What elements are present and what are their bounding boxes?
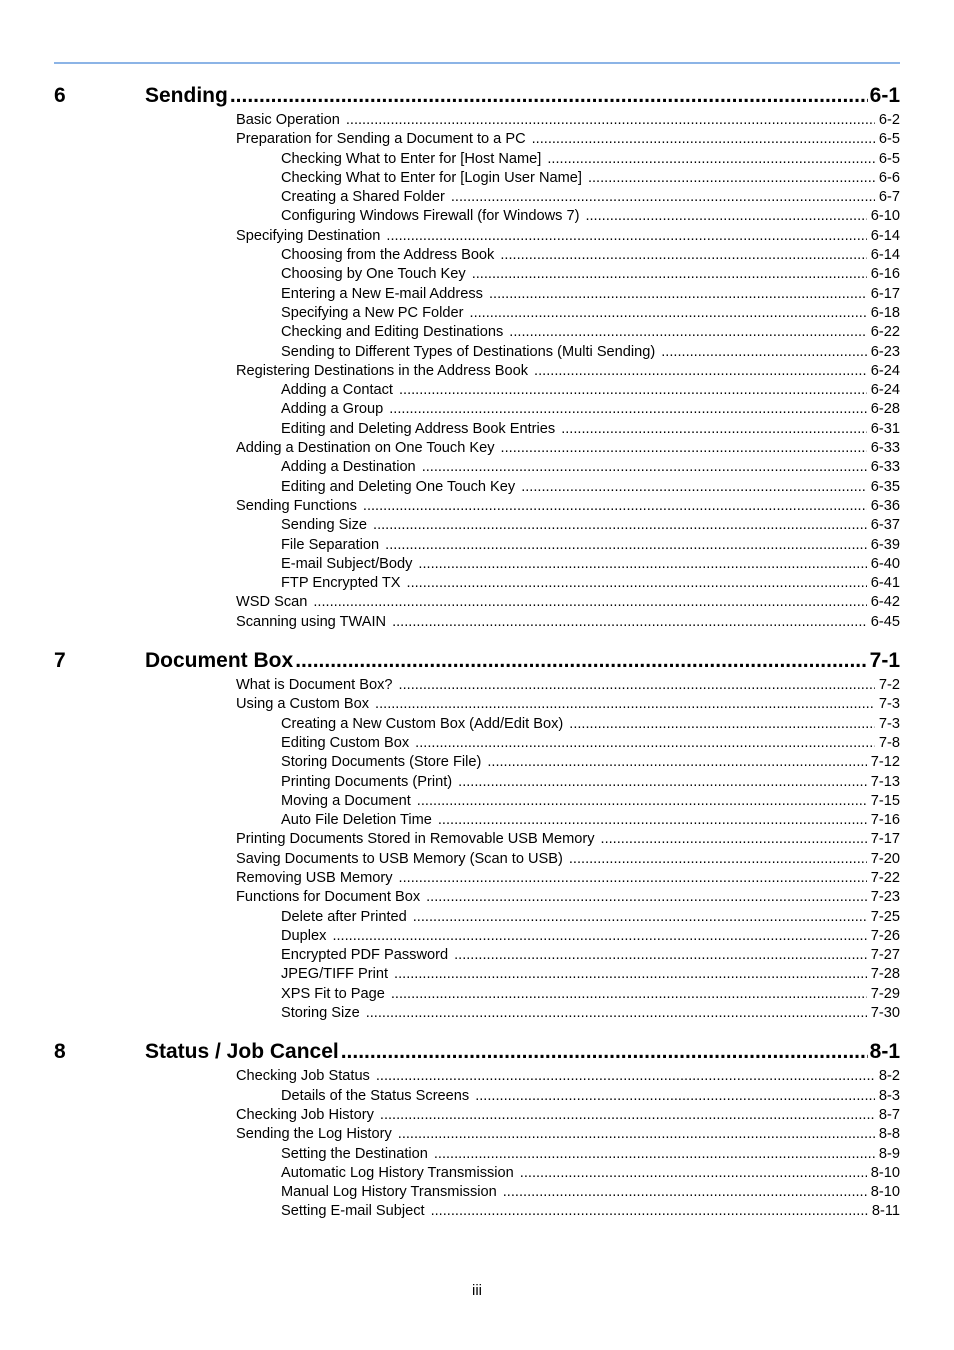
dot-leader — [398, 1126, 875, 1142]
entry-page: 7-8 — [878, 734, 900, 751]
entry-title: Choosing from the Address Book — [281, 247, 495, 264]
dot-leader — [434, 1146, 875, 1162]
toc-entry[interactable] — [54, 112, 900, 131]
entry-page: 6-37 — [870, 517, 900, 534]
entry-title: Configuring Windows Firewall (for Windows 7) — [281, 208, 580, 225]
entry-title: Preparation for Sending a Document to a PC — [236, 131, 526, 148]
entry-title: Setting E-mail Subject — [281, 1203, 425, 1220]
chapter-number: 7 — [54, 649, 66, 673]
entry-title: Editing Custom Box — [281, 734, 410, 751]
dot-leader — [413, 909, 867, 925]
entry-title: FTP Encrypted TX — [281, 575, 401, 592]
dot-leader — [569, 851, 867, 867]
toc-subentry[interactable] — [54, 1165, 900, 1184]
toc-subentry[interactable] — [54, 247, 900, 266]
entry-title: Checking and Editing Destinations — [281, 324, 504, 341]
toc-entry[interactable] — [54, 228, 900, 247]
entry-title: Removing USB Memory — [236, 869, 393, 886]
entry-page: 8-10 — [870, 1164, 900, 1181]
entry-page: 6-45 — [870, 613, 900, 630]
chapter-section — [54, 1040, 900, 1222]
entry-title: What is Document Box? — [236, 677, 393, 694]
toc-subentry[interactable] — [54, 266, 900, 285]
entry-title: Setting the Destination — [281, 1145, 428, 1162]
chapter-title: Document Box — [145, 649, 294, 673]
chapter-number: 8 — [54, 1040, 66, 1064]
entry-title: Checking Job History — [236, 1106, 374, 1123]
toc-entry[interactable] — [54, 889, 900, 908]
toc-subentry[interactable] — [54, 793, 900, 812]
entry-title: Editing and Deleting One Touch Key — [281, 478, 516, 495]
dot-leader — [451, 189, 875, 205]
entry-page: 7-16 — [870, 812, 900, 829]
toc-subentry[interactable] — [54, 947, 900, 966]
entry-page: 8-9 — [878, 1145, 900, 1162]
dot-leader — [386, 228, 866, 244]
dot-leader — [454, 947, 867, 963]
entry-page: 8-11 — [871, 1203, 900, 1220]
dot-leader — [569, 716, 875, 732]
entry-page: 7-30 — [870, 1005, 900, 1022]
toc-subentry[interactable] — [54, 556, 900, 575]
dot-leader — [503, 1184, 867, 1200]
toc-entry[interactable] — [54, 440, 900, 459]
entry-page: 7-29 — [870, 985, 900, 1002]
dot-leader — [532, 131, 875, 147]
toc-entry[interactable] — [54, 498, 900, 517]
toc-subentry[interactable] — [54, 421, 900, 440]
dot-leader — [366, 1005, 867, 1021]
toc-entry[interactable] — [54, 594, 900, 613]
entry-title: Sending the Log History — [236, 1126, 392, 1143]
entry-page: 6-35 — [870, 478, 900, 495]
toc-subentry[interactable] — [54, 716, 900, 735]
entry-page: 6-24 — [870, 382, 900, 399]
entry-title: Moving a Document — [281, 792, 411, 809]
dot-leader — [399, 870, 867, 886]
dot-leader — [418, 556, 866, 572]
toc-subentry[interactable] — [54, 517, 900, 536]
entry-page: 6-17 — [870, 285, 900, 302]
dot-leader — [472, 266, 867, 282]
toc-entry[interactable] — [54, 870, 900, 889]
entry-page: 6-23 — [870, 343, 900, 360]
dot-leader — [399, 677, 875, 693]
dot-leader — [230, 84, 868, 108]
entry-page: 6-16 — [870, 266, 900, 283]
entry-title: Details of the Status Screens — [281, 1087, 470, 1104]
entry-page: 6-14 — [870, 247, 900, 264]
dot-leader — [392, 614, 867, 630]
entry-title: Automatic Log History Transmission — [281, 1164, 514, 1181]
entry-title: Sending Size — [281, 517, 368, 534]
toc-subentry[interactable] — [54, 189, 900, 208]
dot-leader — [295, 649, 867, 673]
entry-page: 8-3 — [878, 1087, 900, 1104]
entry-page: 7-2 — [878, 677, 900, 694]
entry-title: Adding a Destination — [281, 459, 416, 476]
entry-title: Duplex — [281, 927, 327, 944]
entry-page: 6-28 — [870, 401, 900, 418]
entry-title: Registering Destinations in the Address Book — [236, 362, 529, 379]
toc-entry[interactable] — [54, 696, 900, 715]
toc-subentry[interactable] — [54, 382, 900, 401]
dot-leader — [346, 112, 875, 128]
entry-title: Adding a Group — [281, 401, 384, 418]
toc-subentry[interactable] — [54, 575, 900, 594]
entry-page: 8-7 — [878, 1106, 900, 1123]
entry-title: Adding a Contact — [281, 382, 393, 399]
entry-page: 7-3 — [878, 696, 900, 713]
chapter-title: Sending — [145, 84, 228, 107]
entry-page: 7-25 — [870, 908, 900, 925]
entry-title: Basic Operation — [236, 112, 340, 128]
dot-leader — [547, 151, 875, 167]
dot-leader — [363, 498, 867, 514]
entry-page: 8-8 — [878, 1126, 900, 1143]
entry-title: Manual Log History Transmission — [281, 1184, 497, 1201]
dot-leader — [380, 1107, 875, 1123]
dot-leader — [376, 1068, 875, 1084]
page-number: iii — [472, 1282, 482, 1299]
entry-page: 6-10 — [870, 208, 900, 225]
entry-page: 6-5 — [878, 131, 900, 148]
toc-subentry[interactable] — [54, 735, 900, 754]
entry-title: Creating a Shared Folder — [281, 189, 445, 206]
toc-entry[interactable] — [54, 1126, 900, 1145]
entry-title: Checking What to Enter for [Host Name] — [281, 150, 542, 167]
toc-subentry[interactable] — [54, 928, 900, 947]
toc-subentry[interactable] — [54, 1005, 900, 1024]
entry-title: Checking What to Enter for [Login User Name] — [281, 169, 582, 186]
chapter-heading[interactable] — [54, 1040, 900, 1068]
dot-leader — [661, 344, 867, 360]
toc-subentry[interactable] — [54, 909, 900, 928]
dot-leader — [375, 696, 875, 712]
entry-page: 8-10 — [870, 1184, 900, 1201]
dot-leader — [399, 382, 867, 398]
entry-page: 6-33 — [870, 440, 900, 457]
dot-leader — [332, 928, 866, 944]
entry-page: 7-12 — [870, 754, 900, 771]
dot-leader — [561, 421, 867, 437]
entry-page: 6-2 — [878, 112, 900, 128]
entry-page: 6-24 — [870, 362, 900, 379]
entry-title: Auto File Deletion Time — [281, 812, 432, 829]
toc-subentry[interactable] — [54, 170, 900, 189]
entry-page: 8-2 — [878, 1068, 900, 1085]
entry-page: 6-14 — [870, 227, 900, 244]
toc-entry[interactable] — [54, 677, 900, 696]
dot-leader — [426, 889, 867, 905]
table-of-contents — [54, 84, 900, 1239]
entry-page: 6-22 — [870, 324, 900, 341]
entry-page: 6-39 — [870, 536, 900, 553]
entry-page: 6-18 — [870, 304, 900, 321]
dot-leader — [534, 363, 867, 379]
entry-title: Encrypted PDF Password — [281, 947, 449, 964]
toc-entry[interactable] — [54, 614, 900, 633]
toc-entry[interactable] — [54, 131, 900, 150]
dot-leader — [391, 986, 867, 1002]
chapter-page: 8-1 — [869, 1040, 900, 1064]
entry-page: 6-41 — [870, 575, 900, 592]
entry-title: Using a Custom Box — [236, 696, 370, 713]
toc-subentry[interactable] — [54, 286, 900, 305]
entry-page: 7-13 — [870, 773, 900, 790]
dot-leader — [585, 208, 866, 224]
entry-page: 6-5 — [878, 150, 900, 167]
dot-leader — [394, 966, 867, 982]
chapter-heading[interactable] — [54, 649, 900, 677]
dot-leader — [422, 459, 867, 475]
dot-leader — [313, 594, 866, 610]
dot-leader — [417, 793, 867, 809]
entry-title: Saving Documents to USB Memory (Scan to USB) — [236, 850, 563, 867]
toc-subentry[interactable] — [54, 324, 900, 343]
toc-subentry[interactable] — [54, 208, 900, 227]
dot-leader — [341, 1040, 868, 1064]
entry-title: Printing Documents Stored in Removable USB Memory — [236, 831, 595, 848]
chapter-page: 6-1 — [869, 84, 900, 107]
entry-title: WSD Scan — [236, 594, 308, 611]
toc-entry[interactable] — [54, 1107, 900, 1126]
toc-entry[interactable] — [54, 1068, 900, 1087]
chapter-section — [54, 649, 900, 1024]
entry-title: Functions for Document Box — [236, 889, 421, 906]
entry-title: E-mail Subject/Body — [281, 555, 413, 572]
dot-leader — [407, 575, 867, 591]
entry-page: 7-22 — [870, 869, 900, 886]
entry-title: Entering a New E-mail Address — [281, 285, 483, 302]
dot-leader — [475, 1088, 875, 1104]
toc-subentry[interactable] — [54, 1146, 900, 1165]
toc-subentry[interactable] — [54, 479, 900, 498]
entry-title: Delete after Printed — [281, 908, 407, 925]
entry-title: Sending Functions — [236, 497, 357, 514]
entry-title: Printing Documents (Print) — [281, 773, 453, 790]
entry-title: JPEG/TIFF Print — [281, 966, 389, 983]
toc-entry[interactable] — [54, 851, 900, 870]
toc-subentry[interactable] — [54, 305, 900, 324]
chapter-page: 7-1 — [869, 649, 900, 673]
toc-subentry[interactable] — [54, 1203, 900, 1222]
entry-page: 6-42 — [870, 594, 900, 611]
entry-page: 6-33 — [870, 459, 900, 476]
toc-subentry[interactable] — [54, 401, 900, 420]
entry-title: Choosing by One Touch Key — [281, 266, 466, 283]
entry-page: 6-6 — [878, 169, 900, 186]
dot-leader — [458, 774, 867, 790]
toc-subentry[interactable] — [54, 537, 900, 556]
toc-subentry[interactable] — [54, 151, 900, 170]
entry-page: 6-31 — [870, 420, 900, 437]
dot-leader — [509, 324, 866, 340]
entry-title: File Separation — [281, 536, 380, 553]
toc-subentry[interactable] — [54, 774, 900, 793]
entry-title: Storing Documents (Store File) — [281, 754, 482, 771]
entry-title: Sending to Different Types of Destinations (Multi Sending) — [281, 343, 656, 360]
entry-page: 6-40 — [870, 555, 900, 572]
dot-leader — [389, 401, 867, 417]
entry-title: Creating a New Custom Box (Add/Edit Box) — [281, 715, 564, 732]
toc-entry[interactable] — [54, 831, 900, 850]
toc-subentry[interactable] — [54, 459, 900, 478]
dot-leader — [489, 286, 867, 302]
entry-title: Scanning using TWAIN — [236, 613, 387, 630]
header-rule — [54, 62, 900, 64]
toc-subentry[interactable] — [54, 344, 900, 363]
dot-leader — [470, 305, 867, 321]
toc-subentry[interactable] — [54, 754, 900, 773]
entry-page: 7-23 — [870, 889, 900, 906]
entry-page: 7-17 — [870, 831, 900, 848]
chapter-number: 6 — [54, 84, 66, 107]
chapter-heading[interactable] — [54, 84, 900, 112]
dot-leader — [487, 754, 866, 770]
entry-title: Checking Job Status — [236, 1068, 370, 1085]
dot-leader — [385, 537, 867, 553]
toc-subentry[interactable] — [54, 986, 900, 1005]
entry-title: Adding a Destination on One Touch Key — [236, 440, 495, 457]
entry-title: XPS Fit to Page — [281, 985, 385, 1002]
entry-page: 7-20 — [870, 850, 900, 867]
entry-title: Storing Size — [281, 1005, 360, 1022]
dot-leader — [601, 831, 867, 847]
entry-title: Specifying a New PC Folder — [281, 304, 464, 321]
toc-subentry[interactable] — [54, 812, 900, 831]
entry-page: 7-26 — [870, 927, 900, 944]
dot-leader — [521, 479, 867, 495]
entry-title: Editing and Deleting Address Book Entries — [281, 420, 556, 437]
dot-leader — [520, 1165, 867, 1181]
entry-page: 6-36 — [870, 497, 900, 514]
toc-entry[interactable] — [54, 363, 900, 382]
entry-page: 6-7 — [878, 189, 900, 206]
entry-page: 7-3 — [878, 715, 900, 732]
dot-leader — [500, 247, 866, 263]
chapter-title: Status / Job Cancel — [145, 1040, 339, 1064]
dot-leader — [438, 812, 867, 828]
entry-page: 7-27 — [870, 947, 900, 964]
dot-leader — [373, 517, 867, 533]
dot-leader — [588, 170, 875, 186]
dot-leader — [431, 1203, 868, 1219]
entry-page: 7-15 — [870, 792, 900, 809]
dot-leader — [501, 440, 867, 456]
entry-page: 7-28 — [870, 966, 900, 983]
toc-subentry[interactable] — [54, 1184, 900, 1203]
toc-subentry[interactable] — [54, 966, 900, 985]
entry-title: Specifying Destination — [236, 227, 381, 244]
toc-subentry[interactable] — [54, 1088, 900, 1107]
dot-leader — [415, 735, 875, 751]
chapter-section — [54, 84, 900, 633]
